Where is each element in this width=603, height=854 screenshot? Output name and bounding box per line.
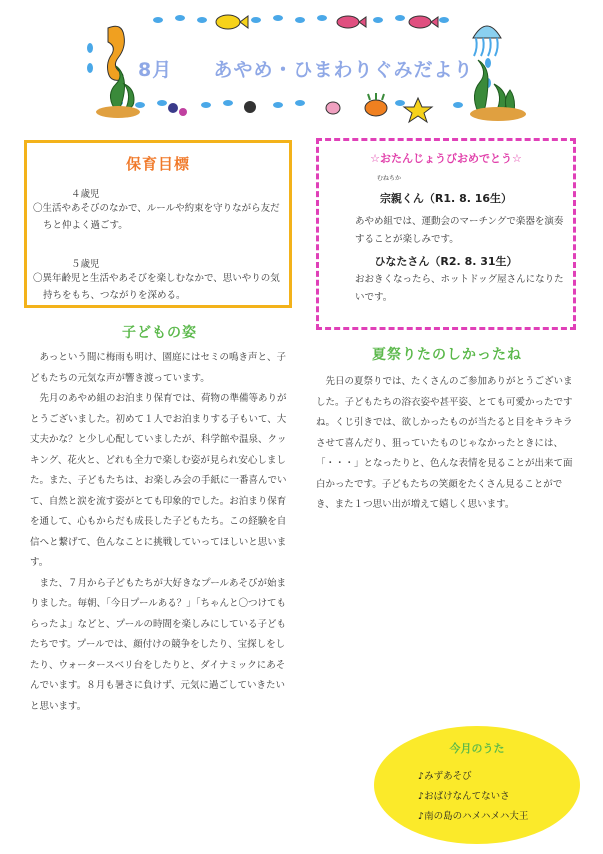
seaweed-icon — [474, 60, 514, 112]
sea-pineapple-icon — [365, 93, 387, 116]
newsletter-title: あやめ・ひまわりぐみだより — [213, 59, 474, 81]
fish-icon — [337, 16, 366, 28]
name-ruby: むねちか — [377, 175, 402, 182]
fish-icon — [216, 15, 248, 29]
age4-label: ４歳児 — [71, 189, 100, 200]
birthday-child-message: おおきくなったら、ホットドッグ屋さんになりたいです。 — [355, 274, 564, 303]
sea-urchin-icon — [168, 103, 178, 113]
age5-goal: 〇異年齢児と生活やあそびを楽しむなかで、思いやりの気持ちをもち、つながりを深める。 — [33, 273, 280, 301]
paragraph: また、７月から子どもたちが大好きなプールあそびが始まりました。毎朝、「今日プールある？」「ちゃんと〇つけてもらったよ」などと、プールの時間を楽しみにしている子どもたちです。プールでは、顔付けの競争をしたり、宝探しをしたり、ウォータースベリ台をしたりと、ダイナミックにあそんでいます。８月も暑さに負けず、元気に過ごしていきたいと思います。 — [30, 577, 287, 712]
jellyfish-icon — [473, 26, 501, 56]
festival-heading: 夏祭りたのしかったね — [372, 347, 522, 363]
paragraph: 先日の夏祭りでは、たくさんのご参加ありがとうございました。子どもたちの浴衣姿や甚平姿、とても可愛かったですね。くじ引きでは、欲しかったものが当たると目をキラキラさせて喜んだり、狙っていたものじゃなかったときには、「・・・」となったりと、色んな表情を見ることが出来て面白かったです。子どもたちの笑顔をたくさん見ることができ、また１つ思い出が増えて嬉しく思います。 — [316, 376, 573, 510]
birthday-child-name: ひなたさん（R2. 8. 31生） — [374, 255, 518, 268]
age5-label: ５歳児 — [71, 259, 100, 270]
childcare-goals-box — [24, 140, 292, 308]
rock-icon — [96, 106, 140, 118]
month-label: 8月 — [138, 59, 173, 81]
rock-icon — [470, 107, 526, 121]
paragraph: あっという間に梅雨も明け、園庭にはセミの鳴き声と、子どもたちの元気な声が響き渡っています。 — [30, 352, 287, 384]
starfish-icon — [404, 98, 432, 122]
paragraph: 先月のあやめ組のお泊まり保育では、荷物の準備等ありがとうございました。初めて１人でお泊まりする子もいて、大丈夫かな？と少し心配していましたが、科学館や温泉、クッキング、花火と、どれも全力で楽しむ姿が見られ安心しました。また、子どもたちは、お楽しみ会の手紙に一番喜んでいて、自然と涙を流す姿がとても印象的でした。お泊まり保育を通して、心もからだも成長した子どもたち。この経験を自信へと繋げて、色んなことに挑戦していってほしいと思います。 — [30, 393, 287, 568]
sea-urchin-icon — [179, 108, 187, 116]
monthly-songs-bubble — [374, 726, 580, 844]
shell-icon — [326, 102, 340, 114]
song-item: ♪みずあそび — [418, 771, 472, 782]
page-title — [138, 55, 474, 82]
age4-goal: 〇生活やあそびのなかで、ルールや約束を守りながら友だちと仲よく過ごす。 — [33, 203, 280, 231]
birthday-heading: ☆おたんじょうびおめでとう☆ — [370, 152, 522, 165]
goals-heading: 保育目標 — [125, 155, 190, 173]
songs-heading: 今月のうた — [449, 742, 505, 755]
song-item: ♪南の島のハメハメハ大王 — [418, 811, 529, 822]
birthday-child-name: 宗親くん（R1. 8. 16生） — [379, 192, 513, 205]
birthday-box — [316, 138, 576, 330]
children-article — [30, 348, 292, 717]
song-item: ♪おばけなんてないさ — [418, 791, 510, 802]
fish-icon — [409, 16, 438, 28]
birthday-child-message: あやめ組では、運動会のマーチングで楽器を演奏することが楽しみです。 — [355, 216, 564, 245]
festival-article — [316, 372, 578, 516]
children-heading: 子どもの姿 — [122, 325, 197, 341]
sea-urchin-icon — [244, 101, 256, 113]
